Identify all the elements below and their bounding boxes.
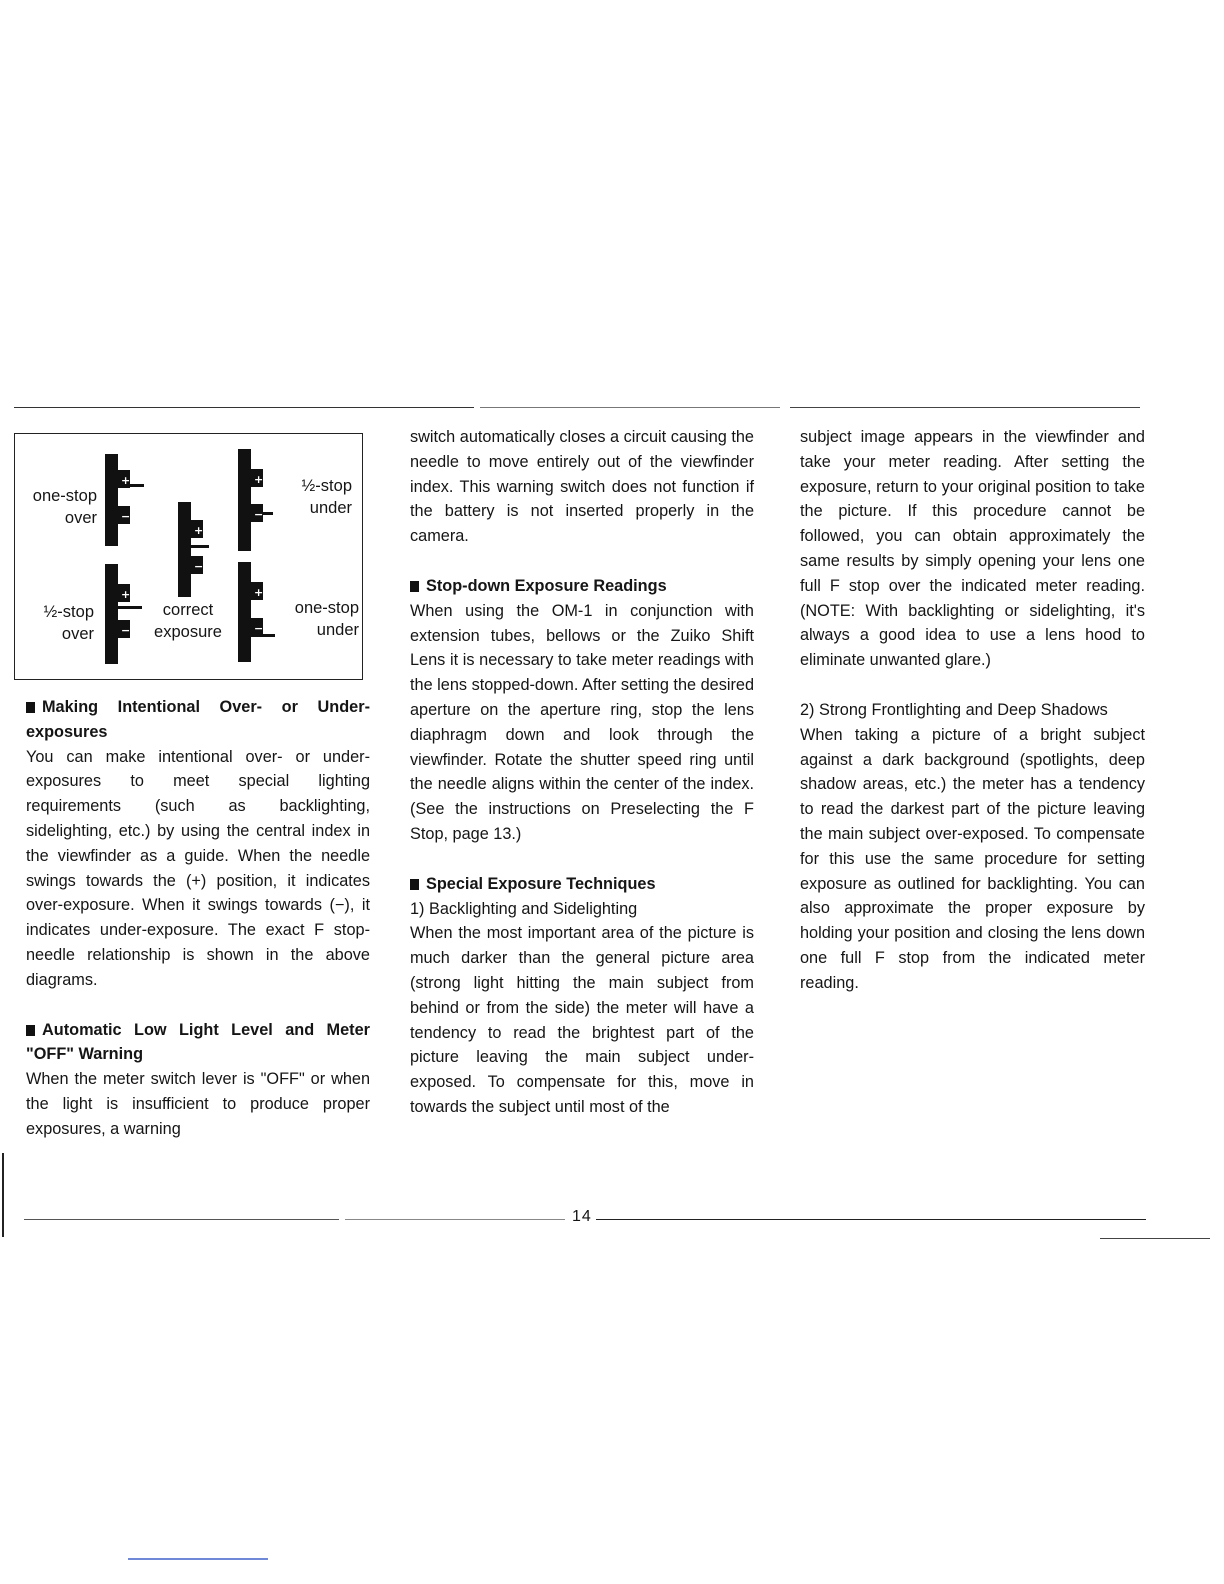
square-bullet-icon — [26, 702, 35, 713]
label-correct-exposure — [145, 599, 231, 643]
page-number: 14 — [572, 1208, 592, 1225]
blue-scan-mark — [128, 1558, 268, 1560]
paragraph-subject-image: subject image appears in the viewfinder and take your meter reading. After setting the exposure, return to your original position to take the picture. If this procedure cannot be followed, you can obtain approximately the same results by simply opening your lens one full F stop over the indicated meter reading. (NOTE: With backlighting or sidelighting, it's always a good idea to use a lens hood to eliminate unwanted glare.) — [800, 428, 1145, 670]
needle-diagram — [14, 433, 363, 680]
needle-correct — [178, 502, 209, 597]
bottom-rule-margin — [1100, 1238, 1210, 1239]
column-1 — [26, 695, 370, 1142]
heading-intentional-exposures-text: Making Intentional Over- or Under-exposures — [26, 698, 370, 741]
needle-half-stop-under — [238, 449, 273, 551]
subheading-frontlighting: 2) Strong Frontlighting and Deep Shadows — [800, 700, 1108, 719]
svg-text:−: − — [194, 560, 204, 573]
label-half-stop-under-line1: ½-stop — [301, 477, 352, 495]
needle-one-stop-over — [105, 454, 144, 546]
needle-half-stop-over — [105, 564, 142, 664]
label-one-stop-over — [17, 485, 97, 529]
square-bullet-icon — [26, 1025, 35, 1036]
label-correct-exposure-line2: exposure — [154, 623, 222, 641]
paragraph-warning-switch: switch automatically closes a circuit causing the needle to move entirely out of the viewfinder index. This warning switch does not function if the battery is not inserted properly in the camera. — [410, 428, 754, 546]
top-rule-left — [14, 407, 474, 408]
top-rule-middle — [480, 407, 780, 408]
svg-text:+: + — [254, 586, 264, 599]
subheading-backlighting: 1) Backlighting and Sidelighting — [410, 899, 638, 918]
top-rule-right — [790, 407, 1140, 408]
svg-text:−: − — [121, 624, 131, 637]
bottom-rule-right — [596, 1219, 1146, 1220]
label-half-stop-under — [280, 475, 352, 519]
paragraph-frontlighting: When taking a picture of a bright subject against a dark background (spotlights, deep shadow areas, etc.) the meter has a tendency to read the darkest part of the picture leaving the main subject over-exposed. To compensate for this use the same procedure for setting exposure as outlined for backlighting. You can also approximate the proper exposure by holding your position and closing the lens down one full F stop from the indicated meter reading. — [800, 725, 1145, 992]
bottom-rule-left — [24, 1219, 339, 1220]
label-one-stop-over-line2: over — [64, 509, 97, 527]
label-correct-exposure-line1: correct — [162, 601, 214, 619]
svg-text:+: + — [121, 474, 131, 487]
needle-one-stop-under — [238, 562, 275, 662]
heading-low-light-warning-text: Automatic Low Light Level and Meter "OFF" Warning — [26, 1020, 370, 1064]
column-2 — [410, 425, 754, 1120]
column-3 — [800, 425, 1145, 996]
heading-low-light-warning — [26, 1018, 370, 1068]
svg-text:+: + — [194, 524, 204, 537]
heading-stop-down-text: Stop-down Exposure Readings — [426, 576, 667, 595]
paragraph-low-light-warning: When the meter switch lever is "OFF" or when the light is insufficient to produce proper exposures, a warning — [26, 1070, 370, 1138]
label-half-stop-under-line2: under — [309, 499, 352, 517]
label-one-stop-under-line2: under — [316, 621, 359, 639]
paragraph-backlighting: When the most important area of the picture is much darker than the general picture area (strong light hitting the main subject from behind or from the side) the meter will have a tendency to read the brightest part of the picture leaving the main subject under-exposed. To compensate for this, move in towards the subject until most of the — [410, 924, 754, 1116]
heading-special-techniques-text: Special Exposure Techniques — [426, 874, 656, 893]
label-half-stop-over — [17, 601, 94, 645]
bottom-rule-middle — [345, 1219, 565, 1220]
label-one-stop-under-line1: one-stop — [294, 599, 359, 617]
svg-text:+: + — [121, 588, 131, 601]
heading-stop-down — [410, 574, 754, 599]
label-one-stop-under — [277, 597, 359, 641]
svg-text:−: − — [121, 510, 131, 523]
svg-text:+: + — [254, 473, 264, 486]
svg-text:−: − — [254, 622, 264, 635]
margin-bar — [2, 1153, 4, 1237]
label-half-stop-over-line2: over — [61, 625, 94, 643]
square-bullet-icon — [410, 879, 419, 890]
square-bullet-icon — [410, 581, 419, 592]
heading-intentional-exposures — [26, 695, 370, 745]
paragraph-intentional-exposures: You can make intentional over- or under-exposures to meet special lighting requirements (such as backlighting, sidelighting, etc.) by using the central index in the viewfinder as a guide. When the needle swings towards the (+) position, it indicates over-exposure. When it swings towards (−), it indicates under-exposure. The exact F stop-needle relationship is shown in the above diagrams. — [26, 747, 370, 989]
label-one-stop-over-line1: one-stop — [32, 487, 97, 505]
heading-special-techniques — [410, 872, 754, 897]
svg-text:−: − — [254, 508, 264, 521]
paragraph-stop-down: When using the OM-1 in conjunction with extension tubes, bellows or the Zuiko Shift Lens it is necessary to take meter readings with the lens stopped-down. After setting the desired aperture on the aperture ring, stop the lens diaphragm down and look through the viewfinder. Rotate the shutter speed ring until the needle aligns within the center of the index. (See the instructions on Preselecting the F Stop, page 13.) — [410, 601, 754, 843]
label-half-stop-over-line1: ½-stop — [43, 603, 94, 621]
